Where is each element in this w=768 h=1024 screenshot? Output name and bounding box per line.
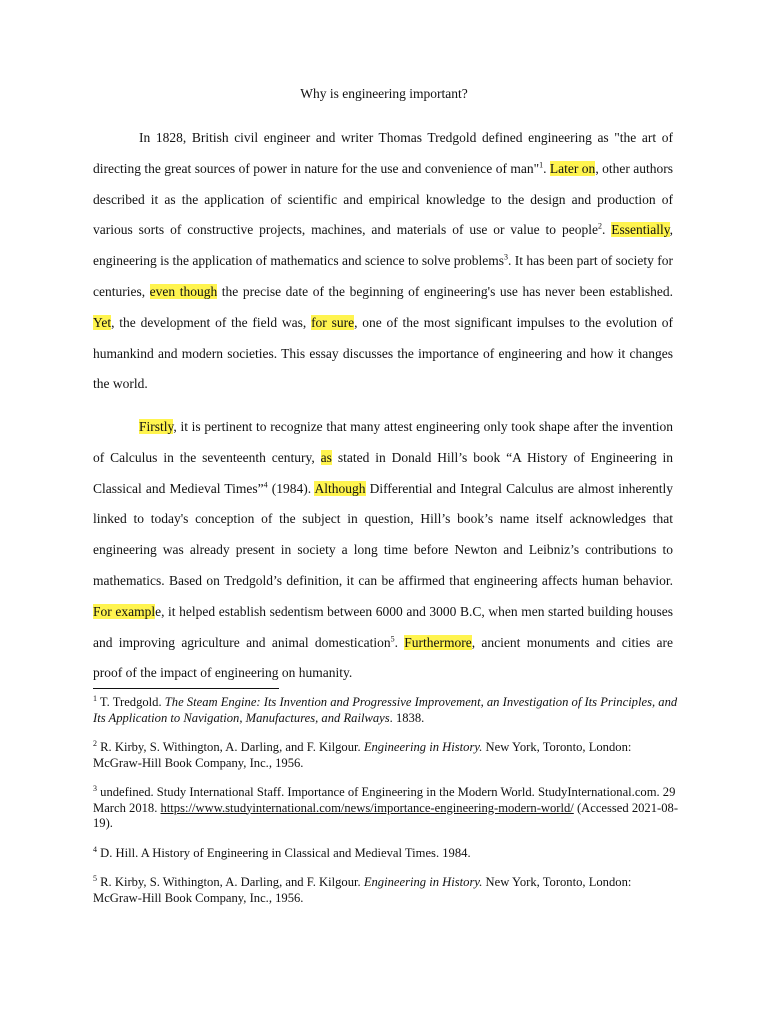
text: , other authors described it as the application of scientific and empirical knowledge to the design and production of various sorts of constructive projects, machines, and materials of use or value to people [93,160,673,238]
footnote-ref-2[interactable]: 2 [597,221,602,231]
footnote-title: The Steam Engine: Its Invention and Progressive Improvement, an Investigation of Its Principles, and Its Application to Navigation, Manufactures, and Railways [93,695,678,725]
footnote-number: 4 [93,844,97,854]
footnote-ref-5[interactable]: 5 [390,634,395,644]
highlight-furthermore: Furthermore [404,634,472,650]
footnote-ref-1[interactable]: 1 [539,160,544,170]
footnote-text: undefined. Study International Staff. Importance of Engineering in the Modern World. StudyInternational.com. 29 March 2018. [93,785,676,815]
footnote-5 [93,875,678,906]
footnote-1 [93,695,678,726]
text: . [543,160,550,176]
footnote-title: Engineering in History. [363,875,483,889]
highlight-as: as [320,449,332,465]
highlight-yet: Yet [93,314,112,330]
text: e, it helped establish sedentism between 6000 and 3000 B.C, when men started building houses and improving agriculture and animal domestication [93,603,673,650]
text: the precise date of the beginning of engineering's use has never been established. [217,283,673,299]
text: , it is pertinent to recognize that many attest engineering only took shape after the invention of Calculus in the seventeenth century, [93,419,673,465]
footnote-number: 3 [93,783,97,793]
text: , the development of the field was, [111,314,312,330]
highlight-essentially: Essentially [611,222,670,238]
text: (1984). [267,480,315,496]
highlight-firstly: Firstly [139,419,174,434]
text: In 1828, British civil engineer and writer Thomas Tredgold defined engineering as "the art of directing the great sources of power in nature for the use and convenience of man" [93,130,673,176]
footnotes [93,695,678,920]
footnote-4 [93,846,678,862]
footnote-ref-4[interactable]: 4 [263,480,268,490]
footnote-text: . 1838. [389,710,425,725]
text: , one of the most significant impulses to the evolution of humankind and modern societies. This essay discusses the importance of engineering and how it changes the world. [93,314,673,392]
text: Differential and Integral Calculus are almost inherently linked to today's conception of the subject in question, Hill’s book’s name itself acknowledges that engineering was already present in society a long time before Newton and Leibniz’s contributions to mathematics. Based on Tredgold’s definition, it can be affirmed that engineering affects human behavior. [93,480,673,588]
footnote-text: New York, Toronto, London: McGraw-Hill Book Company, Inc., 1956. [93,875,632,905]
highlight-for-sure: for sure [311,314,355,330]
paragraph-1 [93,123,673,400]
footnote-title: Engineering in History. [363,740,483,754]
footnote-3 [93,785,678,832]
footnote-text: R. Kirby, S. Withington, A. Darling, and F. Kilgour. [97,875,364,889]
highlight-later-on: Later on [549,160,596,176]
text: , ancient monuments and cities are proof of the impact of engineering on humanity. [93,634,674,681]
footnote-text: T. Tredgold. [97,695,165,709]
text: . [394,634,405,650]
footnote-number: 5 [93,873,97,883]
footnote-number: 1 [93,693,97,703]
footnote-2 [93,740,678,771]
footnote-ref-3[interactable]: 3 [503,252,508,262]
footnote-text: (Accessed 2021-08-19). [93,800,679,830]
highlight-even-though: even though [149,283,218,299]
footnote-link[interactable]: https://www.studyinternational.com/news/importance-engineering-modern-world/ [160,800,574,815]
highlight-although: Although [314,480,366,496]
text: . [601,222,612,238]
footnote-text: New York, Toronto, London: McGraw-Hill Book Company, Inc., 1956. [93,740,632,770]
footnote-text: D. Hill. A History of Engineering in Classical and Medieval Times. 1984. [97,845,471,860]
footnote-text: R. Kirby, S. Withington, A. Darling, and F. Kilgour. [97,740,364,754]
highlight-for-example: For exampl [93,603,156,619]
footnote-number: 2 [93,738,97,748]
page-title: Why is engineering important? [300,86,468,101]
text: . It has been part of society for centuries, [93,253,673,299]
footnote-separator [93,688,279,689]
text: , engineering is the application of mathematics and science to solve problems [93,222,673,269]
text: stated in Donald Hill’s book “A History of Engineering in Classical and Medieval Times” [93,449,674,496]
paragraph-2 [93,412,673,689]
